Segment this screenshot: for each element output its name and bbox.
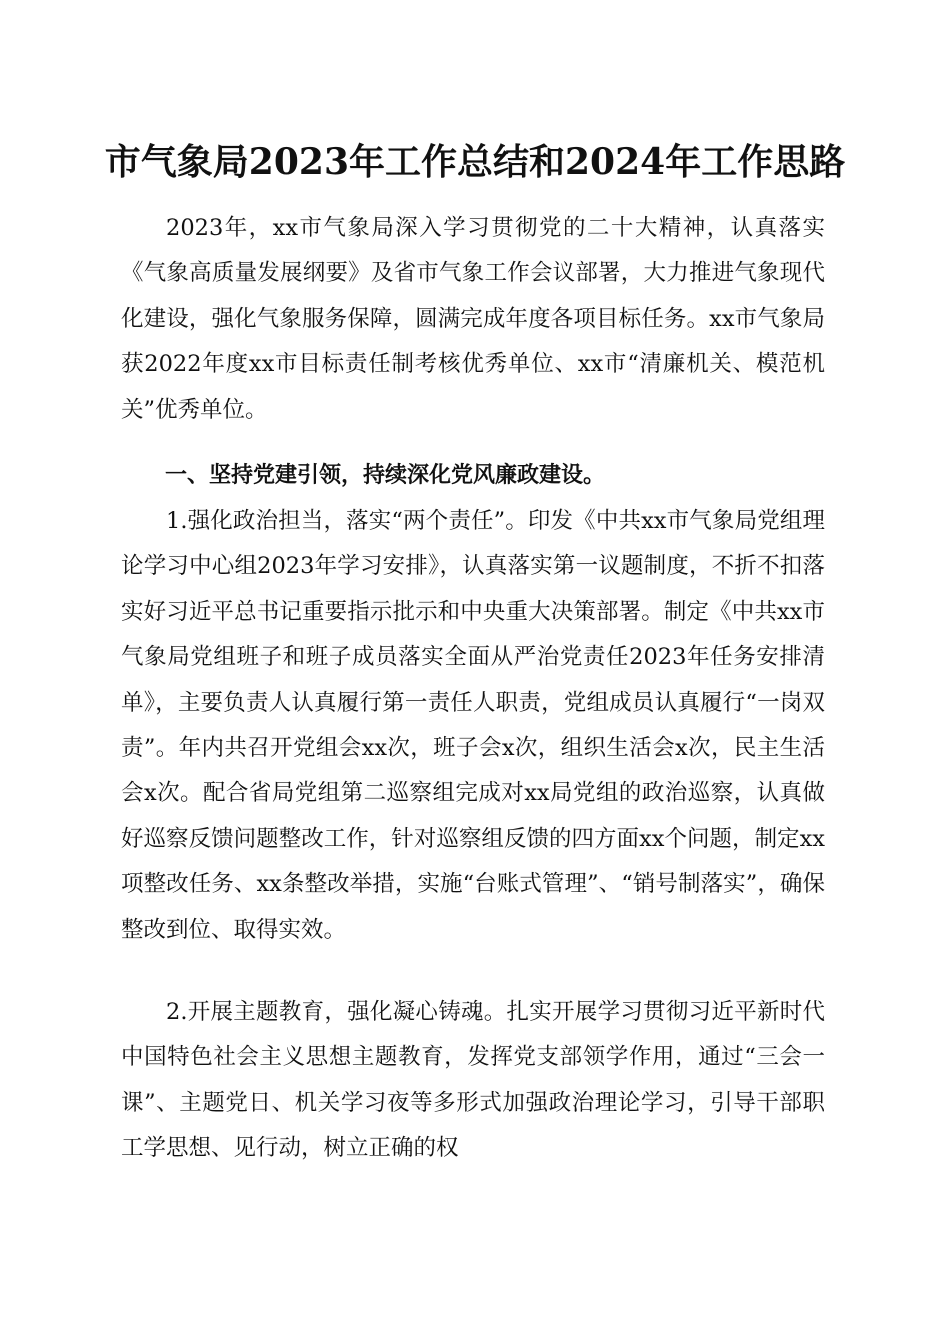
intro-paragraph: 2023年，xx市气象局深入学习贯彻党的二十大精神，认真落实《气象高质量发展纲要》及省市气象工作会议部署，大力推进气象现代化建设，强化气象服务保障，圆满完成年度各项目标任务。xx市气象局获2022年度xx市目标责任制考核优秀单位、xx市“清廉机关、模范机关”优秀单位。	[121, 215, 825, 423]
section-heading: 一、坚持党建引领，持续深化党风廉政建设。	[165, 463, 606, 488]
body-paragraph: 2.开展主题教育，强化凝心铸魂。扎实开展学习贯彻习近平新时代中国特色社会主义思想主题教育，发挥党支部领学作用，通过“三会一课”、主题党日、机关学习夜等多形式加强政治理论学习，引导干部职工学思想、见行动，树立正确的权	[121, 999, 825, 1162]
document-title: 市气象局2023年工作总结和2024年工作思路	[104, 141, 846, 183]
body-paragraph: 1.强化政治担当，落实“两个责任”。印发《中共xx市气象局党组理论学习中心组2023年学习安排》，认真落实第一议题制度，不折不扣落实好习近平总书记重要指示批示和中央重大决策部署。制定《中共xx市气象局党组班子和班子成员落实全面从严治党责任2023年任务安排清单》，主要负责人认真履行第一责任人职责，党组成员认真履行“一岗双责”。年内共召开党组会xx次，班子会x次，组织生活会x次，民主生活会x次。配合省局党组第二巡察组完成对xx局党组的政治巡察，认真做好巡察反馈问题整改工作，针对巡察组反馈的四方面xx个问题，制定xx项整改任务、xx条整改举措，实施“台账式管理”、“销号制落实”，确保整改到位、取得实效。	[121, 508, 825, 943]
